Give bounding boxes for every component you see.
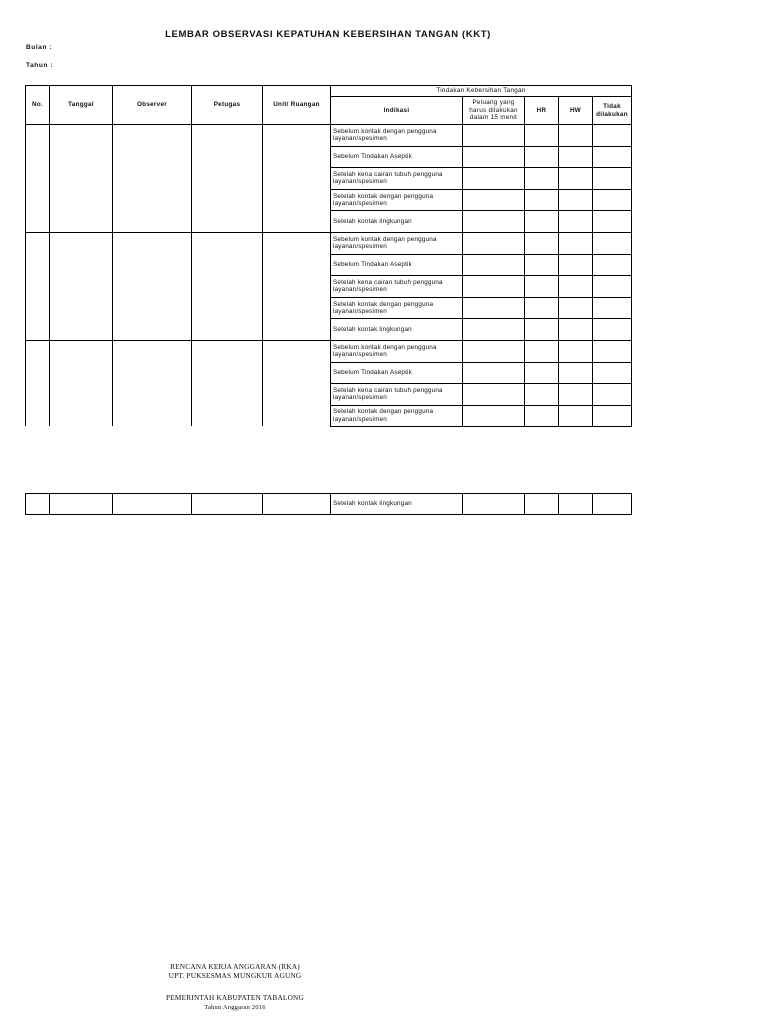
table-row	[26, 125, 632, 147]
cell-tidak[interactable]	[593, 340, 632, 362]
cell-tanggal[interactable]	[50, 125, 113, 233]
cell-observer[interactable]	[113, 232, 192, 340]
cell-hw[interactable]	[559, 232, 593, 254]
cell-observer[interactable]	[113, 340, 192, 426]
cell-petugas[interactable]	[192, 125, 263, 233]
cell-indikasi: Setelah kontak dengan pengguna layanan/spesimen	[331, 297, 463, 319]
cell-peluang[interactable]	[463, 362, 525, 384]
cell-peluang[interactable]	[463, 297, 525, 319]
cell-peluang[interactable]	[463, 168, 525, 190]
col-header-hr: HR	[525, 97, 559, 125]
table-row	[26, 494, 632, 515]
col-header-tanggal: Tanggal	[50, 86, 113, 125]
cell-hw[interactable]	[559, 405, 593, 426]
cell-tidak[interactable]	[593, 276, 632, 298]
cell-tidak[interactable]	[593, 232, 632, 254]
cell-indikasi: Setelah kontak dengan pengguna layanan/spesimen	[331, 405, 463, 426]
cell-tidak[interactable]	[593, 494, 632, 515]
cell-hw[interactable]	[559, 362, 593, 384]
cell-indikasi: Sebelum Tindakan Aseptik	[331, 254, 463, 276]
cell-tidak[interactable]	[593, 189, 632, 211]
cell-peluang[interactable]	[463, 384, 525, 406]
cell-hr[interactable]	[525, 340, 559, 362]
cell-hr[interactable]	[525, 211, 559, 233]
cell-indikasi: Setelah kena cairan tubuh pengguna layanan/spesimen	[331, 168, 463, 190]
cell-unit[interactable]	[263, 494, 331, 515]
cell-tidak[interactable]	[593, 125, 632, 147]
cell-tidak[interactable]	[593, 362, 632, 384]
cell-hw[interactable]	[559, 276, 593, 298]
cell-no[interactable]	[26, 340, 50, 426]
cell-indikasi: Setelah kontak lingkungan	[331, 494, 463, 515]
cell-hr[interactable]	[525, 276, 559, 298]
col-header-peluang: Peluang yang harus dilakukan dalam 15 menit	[463, 97, 525, 125]
cell-hw[interactable]	[559, 319, 593, 341]
cell-hw[interactable]	[559, 340, 593, 362]
cell-indikasi: Sebelum Tindakan Aseptik	[331, 362, 463, 384]
cell-peluang[interactable]	[463, 211, 525, 233]
cell-unit[interactable]	[263, 232, 331, 340]
col-header-indikasi: Indikasi	[331, 97, 463, 125]
tahun-label: Tahun :	[26, 62, 54, 69]
cell-tanggal[interactable]	[50, 232, 113, 340]
cell-observer[interactable]	[113, 494, 192, 515]
cell-indikasi: Sebelum kontak dengan pengguna layanan/spesimen	[331, 340, 463, 362]
cell-hw[interactable]	[559, 168, 593, 190]
footer-upt: UPT. PUKSESMAS MUNGKUR AGUNG	[168, 971, 302, 980]
cell-hr[interactable]	[525, 297, 559, 319]
cell-indikasi: Sebelum Tindakan Aseptik	[331, 146, 463, 168]
cell-no[interactable]	[26, 232, 50, 340]
cell-tanggal[interactable]	[50, 340, 113, 426]
cell-indikasi: Setelah kena cairan tubuh pengguna layanan/spesimen	[331, 384, 463, 406]
cell-hr[interactable]	[525, 232, 559, 254]
observation-table	[25, 85, 632, 427]
header-group-tindakan: Tindakan Kebersihan Tangan	[331, 86, 632, 97]
cell-no[interactable]	[26, 494, 50, 515]
cell-tidak[interactable]	[593, 405, 632, 426]
cell-hw[interactable]	[559, 146, 593, 168]
cell-tidak[interactable]	[593, 254, 632, 276]
cell-tanggal[interactable]	[50, 494, 113, 515]
col-header-hw: HW	[559, 97, 593, 125]
col-header-petugas: Petugas	[192, 86, 263, 125]
cell-hw[interactable]	[559, 254, 593, 276]
table-row	[26, 340, 632, 362]
cell-hw[interactable]	[559, 211, 593, 233]
cell-petugas[interactable]	[192, 340, 263, 426]
cell-hr[interactable]	[525, 146, 559, 168]
cell-indikasi: Sebelum kontak dengan pengguna layanan/spesimen	[331, 232, 463, 254]
cell-hr[interactable]	[525, 319, 559, 341]
cell-unit[interactable]	[263, 340, 331, 426]
cell-indikasi: Setelah kontak dengan pengguna layanan/spesimen	[331, 189, 463, 211]
cell-hr[interactable]	[525, 125, 559, 147]
cell-tidak[interactable]	[593, 146, 632, 168]
cell-hw[interactable]	[559, 297, 593, 319]
footer-rka: RENCANA KERJA ANGGARAN (RKA)	[170, 962, 300, 971]
cell-peluang[interactable]	[463, 232, 525, 254]
cell-tidak[interactable]	[593, 168, 632, 190]
cell-observer[interactable]	[113, 125, 192, 233]
cell-tidak[interactable]	[593, 384, 632, 406]
footer-tahun-anggaran: Tahun Anggaran 2016	[204, 1004, 266, 1011]
cell-hr[interactable]	[525, 384, 559, 406]
cell-indikasi: Setelah kontak lingkungan	[331, 211, 463, 233]
cell-no[interactable]	[26, 125, 50, 233]
cell-hw[interactable]	[559, 189, 593, 211]
cell-tidak[interactable]	[593, 211, 632, 233]
cell-peluang[interactable]	[463, 189, 525, 211]
cell-indikasi: Setelah kontak lingkungan	[331, 319, 463, 341]
cell-hr[interactable]	[525, 189, 559, 211]
cell-peluang[interactable]	[463, 340, 525, 362]
col-header-tidak-dilakukan: Tidak dilakukan	[593, 97, 632, 125]
cell-peluang[interactable]	[463, 125, 525, 147]
cell-peluang[interactable]	[463, 405, 525, 426]
cell-unit[interactable]	[263, 125, 331, 233]
cell-hr[interactable]	[525, 494, 559, 515]
cell-indikasi: Sebelum kontak dengan pengguna layanan/spesimen	[331, 125, 463, 147]
cell-petugas[interactable]	[192, 494, 263, 515]
cell-peluang[interactable]	[463, 146, 525, 168]
cell-peluang[interactable]	[463, 319, 525, 341]
col-header-unit: Unit/ Ruangan	[263, 86, 331, 125]
table-row	[26, 232, 632, 254]
cell-indikasi: Setelah kena cairan tubuh pengguna layanan/spesimen	[331, 276, 463, 298]
cell-hw[interactable]	[559, 125, 593, 147]
cell-hr[interactable]	[525, 168, 559, 190]
cell-petugas[interactable]	[192, 232, 263, 340]
cell-hr[interactable]	[525, 405, 559, 426]
cell-peluang[interactable]	[463, 494, 525, 515]
document-title: LEMBAR OBSERVASI KEPATUHAN KEBERSIHAN TANGAN (KKT)	[165, 29, 491, 40]
cell-hw[interactable]	[559, 384, 593, 406]
cell-tidak[interactable]	[593, 319, 632, 341]
observation-table-continuation	[25, 493, 632, 515]
cell-hw[interactable]	[559, 494, 593, 515]
cell-peluang[interactable]	[463, 254, 525, 276]
col-header-observer: Observer	[113, 86, 192, 125]
cell-peluang[interactable]	[463, 276, 525, 298]
cell-tidak[interactable]	[593, 297, 632, 319]
cell-hr[interactable]	[525, 254, 559, 276]
footer-pemerintah: PEMERINTAH KABUPATEN TABALONG	[165, 993, 304, 1002]
bulan-label: Bulan :	[26, 44, 53, 51]
col-header-no: No.	[26, 86, 50, 125]
cell-hr[interactable]	[525, 362, 559, 384]
